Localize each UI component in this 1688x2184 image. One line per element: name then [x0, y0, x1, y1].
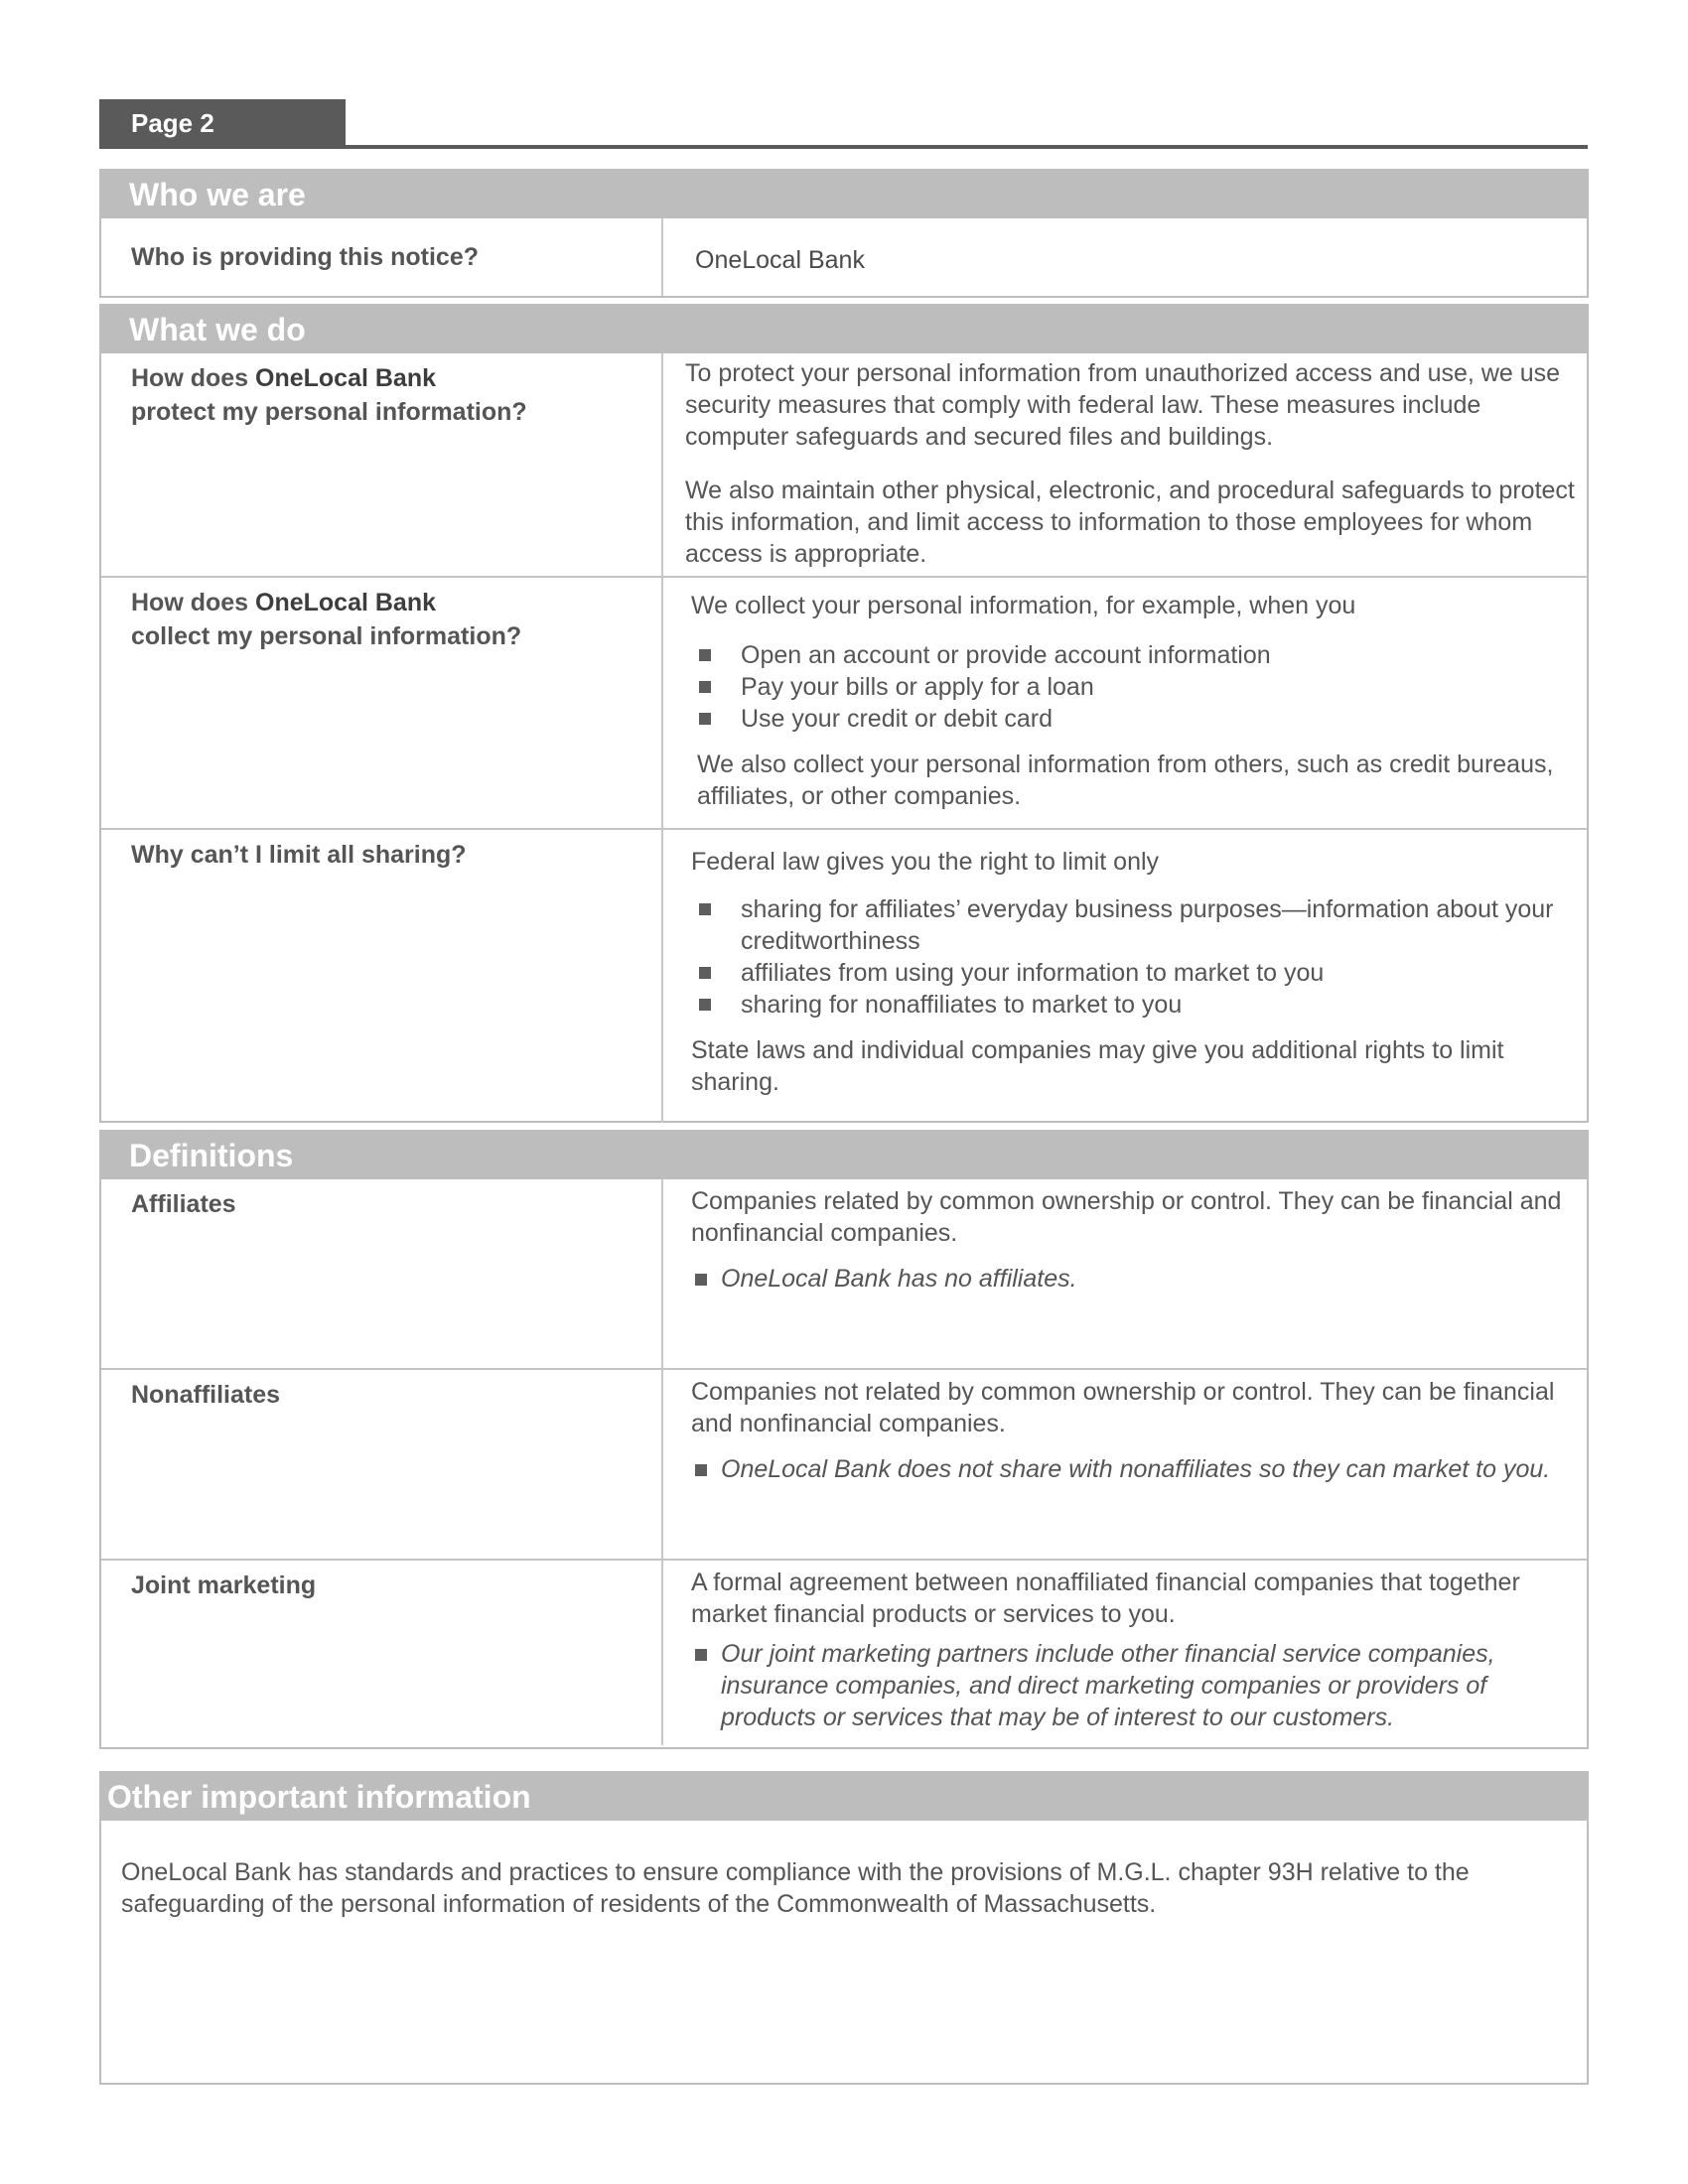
definition-row — [101, 1368, 1587, 1559]
answer-paragraph: We also maintain other physical, electronic, and procedural safeguards to protect this information, and limit access to information to those employees for whom access is appropriate. — [685, 477, 1575, 568]
section-other-info — [99, 1771, 1589, 2085]
table-row-collect — [101, 576, 1587, 828]
square-bullet-icon — [699, 967, 711, 979]
answer-intro: Federal law gives you the right to limit only — [691, 848, 1160, 876]
section-title: Other important information — [99, 1771, 1589, 1821]
term-text: Nonaffiliates — [131, 1381, 281, 1409]
answer-intro: We collect your personal information, for example, when you — [691, 592, 1356, 619]
list-item: Use your credit or debit card — [691, 703, 1575, 735]
note-list — [691, 1453, 1575, 1485]
section-title: Who we are — [99, 169, 1589, 218]
definition-cell — [663, 1561, 1587, 1745]
other-info-text: OneLocal Bank has standards and practices to ensure compliance with the provisions of M.G.L. chapter 93H relative to the safeguarding of the personal information of residents of the Commonwealth of Massachusetts. — [121, 1858, 1470, 1918]
square-bullet-icon — [695, 1274, 707, 1286]
table-row-protect — [101, 353, 1587, 576]
definition-text: A formal agreement between nonaffiliated financial companies that together market financial products or services to you. — [691, 1569, 1520, 1628]
bank-name: OneLocal Bank — [255, 589, 437, 616]
answer-paragraph: To protect your personal information from unauthorized access and use, we use security measures that comply with federal law. These measures include computer safeguards and secured files and buildings. — [685, 359, 1561, 451]
question-prefix: How does — [131, 364, 256, 392]
answer-cell — [663, 353, 1587, 576]
answer-text: OneLocal Bank — [695, 246, 865, 274]
note-item: OneLocal Bank has no affiliates. — [691, 1263, 1575, 1295]
section-title: Definitions — [99, 1130, 1589, 1179]
section-who-we-are — [99, 169, 1589, 298]
question-text: Who is providing this notice? — [131, 243, 479, 271]
question-cell — [101, 218, 663, 296]
note-list — [691, 1263, 1575, 1295]
list-item: sharing for affiliates’ everyday business purposes—information about your creditworthiness — [691, 893, 1575, 957]
definition-cell — [663, 1370, 1587, 1559]
list-item: sharing for nonaffiliates to market to you — [691, 989, 1575, 1021]
note-item: Our joint marketing partners include other financial service companies, insurance companies, and direct marketing companies or providers of products or services that may be of interest to our customers. — [691, 1638, 1585, 1733]
square-bullet-icon — [695, 1649, 707, 1661]
section-what-we-do — [99, 304, 1589, 1123]
definition-row — [101, 1559, 1587, 1745]
answer-outro: State laws and individual companies may give you additional rights to limit sharing. — [691, 1036, 1504, 1096]
square-bullet-icon — [699, 999, 711, 1011]
question-cell — [101, 830, 663, 1123]
question-cell — [101, 353, 663, 576]
term-cell — [101, 1179, 663, 1368]
section-title: What we do — [99, 304, 1589, 353]
page-number-tab: Page 2 — [99, 99, 346, 147]
term-text: Joint marketing — [131, 1571, 317, 1599]
term-cell — [101, 1561, 663, 1745]
answer-cell — [663, 830, 1587, 1123]
question-text: Why can’t I limit all sharing? — [131, 841, 467, 869]
bullet-list — [691, 639, 1575, 735]
square-bullet-icon — [695, 1464, 707, 1476]
square-bullet-icon — [699, 903, 711, 915]
definition-text: Companies not related by common ownership or control. They can be financial and nonfinancial companies. — [691, 1378, 1555, 1437]
term-cell — [101, 1370, 663, 1559]
question-suffix: collect my personal information? — [131, 622, 522, 650]
answer-cell — [663, 218, 1587, 296]
definition-text: Companies related by common ownership or control. They can be financial and nonfinancial companies. — [691, 1187, 1562, 1247]
bank-name: OneLocal Bank — [255, 364, 437, 392]
table-row-limit — [101, 828, 1587, 1123]
note-list — [691, 1638, 1585, 1733]
definition-row — [101, 1179, 1587, 1368]
note-item: OneLocal Bank does not share with nonaffiliates so they can market to you. — [691, 1453, 1575, 1485]
section-definitions — [99, 1130, 1589, 1749]
list-item: Pay your bills or apply for a loan — [691, 671, 1575, 703]
header-rule — [99, 145, 1588, 149]
table-row — [101, 218, 1587, 296]
answer-cell — [663, 578, 1587, 828]
bullet-list — [691, 893, 1575, 1021]
square-bullet-icon — [699, 649, 711, 661]
question-suffix: protect my personal information? — [131, 398, 527, 426]
term-text: Affiliates — [131, 1190, 236, 1218]
question-prefix: How does — [131, 589, 256, 616]
square-bullet-icon — [699, 713, 711, 725]
list-item: affiliates from using your information to market to you — [691, 957, 1575, 989]
square-bullet-icon — [699, 681, 711, 693]
list-item: Open an account or provide account information — [691, 639, 1575, 671]
definition-cell — [663, 1179, 1587, 1368]
answer-outro: We also collect your personal information from others, such as credit bureaus, affiliates, or other companies. — [697, 751, 1554, 810]
question-cell — [101, 578, 663, 828]
